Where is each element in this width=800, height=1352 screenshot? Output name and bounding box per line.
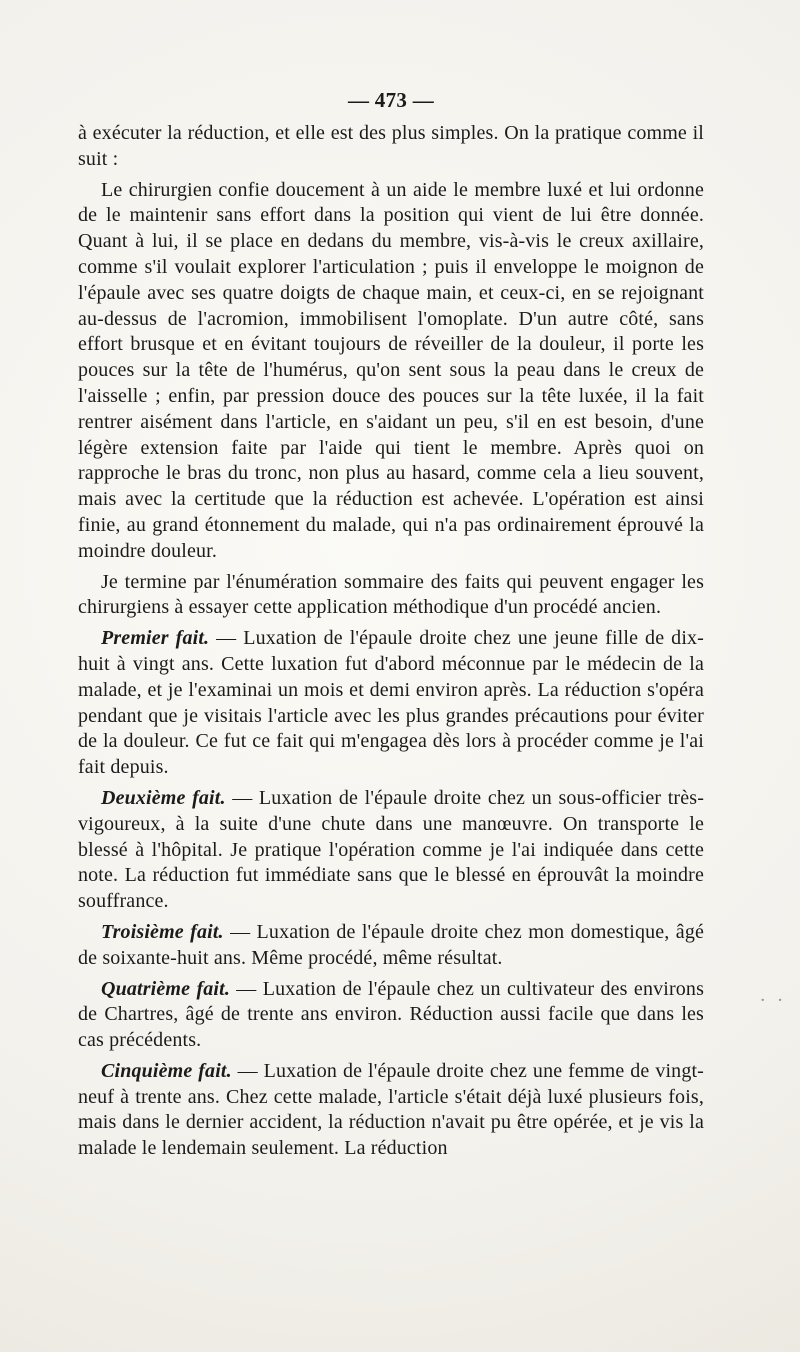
fact-text-1: — Luxation de l'épaule droite chez une jeune fille de dix-huit à vingt ans. Cette luxation fut d'abord méconnue par le médecin de la malade, et je l'examinai un mois et demi environ après. La réduction s'opéra pendant que je visitais l'article avec les plus grandes précautions pour éviter de la douleur. Ce fut ce fait qui m'engagea dès lors à procéder comme je l'ai fait depuis. (78, 627, 704, 779)
fact-paragraph-5 (78, 1059, 704, 1162)
body-text (78, 121, 704, 1162)
page-number: — 473 — (347, 88, 435, 112)
fact-title-4: Quatrième fait. (101, 977, 230, 1000)
paragraph-facts-intro: Je termine par l'énumération sommaire des faits qui peuvent engager les chirurgiens à essayer cette application méthodique d'un procédé ancien. (78, 570, 704, 619)
fact-title-2: Deuxième fait. (101, 786, 226, 809)
fact-title-5: Cinquième fait. (101, 1059, 232, 1082)
scan-specks: · · (759, 990, 786, 1011)
fact-text-2: — Luxation de l'épaule droite chez un sous-officier très-vigoureux, à la suite d'une chute dans une manœuvre. On transporte le blessé à l'hôpital. Je pratique l'opération comme je l'ai indiquée dans cette note. La réduction fut immédiate sans que le blessé en éprouvât la moindre souffrance. (78, 786, 705, 913)
fact-text-4: — Luxation de l'épaule chez un cultivateur des environs de Chartres, âgé de trente ans environ. Réduction aussi facile que dans les cas précédents. (78, 977, 705, 1052)
paragraph-continued: à exécuter la réduction, et elle est des plus simples. On la pratique comme il suit : (78, 122, 704, 170)
fact-paragraph-4 (78, 977, 704, 1054)
fact-paragraph-1 (78, 626, 704, 781)
fact-text-5: — Luxation de l'épaule droite chez une femme de vingt-neuf à trente ans. Chez cette malade, l'article s'était déjà luxé plusieurs fois, mais dans le dernier accident, la réduction n'avait pu être opérée, et je vis la malade le lendemain seulement. La réduction (78, 1059, 704, 1160)
fact-text-3: — Luxation de l'épaule droite chez mon domestique, âgé de soixante-huit ans. Même procédé, même résultat. (78, 920, 704, 969)
fact-paragraph-3 (78, 920, 704, 972)
fact-title-3: Troisième fait. (101, 920, 224, 943)
fact-paragraph-2 (78, 786, 704, 915)
paragraph-procedure: Le chirurgien confie doucement à un aide le membre luxé et lui ordonne de le maintenir sans effort dans la position qui vient de lui être donnée. Quant à lui, il se place en dedans du membre, vis-à-vis le creux axillaire, comme s'il voulait explorer l'articulation ; puis il enveloppe le moignon de l'épaule avec ses quatre doigts de chaque main, et ceux-ci, en se rejoignant au-dessus de l'acromion, immobilisent l'omoplate. D'un autre côté, sans effort brusque et en évitant toujours de réveiller de la douleur, il porte les pouces sur la tête de l'humérus, qu'on sent sous la peau dans le creux de l'aisselle ; enfin, par pression douce des pouces sur la tête luxée, il la fait rentrer aisément dans l'article, en s'aidant un peu, s'il en est besoin, d'une légère extension faite par l'aide qui tient le membre. Après quoi on rapproche le bras du tronc, non plus au hasard, comme cela a lieu souvent, mais avec la certitude que la réduction est achevée. L'opération est ainsi finie, au grand étonnement du malade, qui n'a pas ordinairement éprouvé la moindre douleur. (78, 178, 704, 562)
fact-title-1: Premier fait. (101, 627, 210, 650)
